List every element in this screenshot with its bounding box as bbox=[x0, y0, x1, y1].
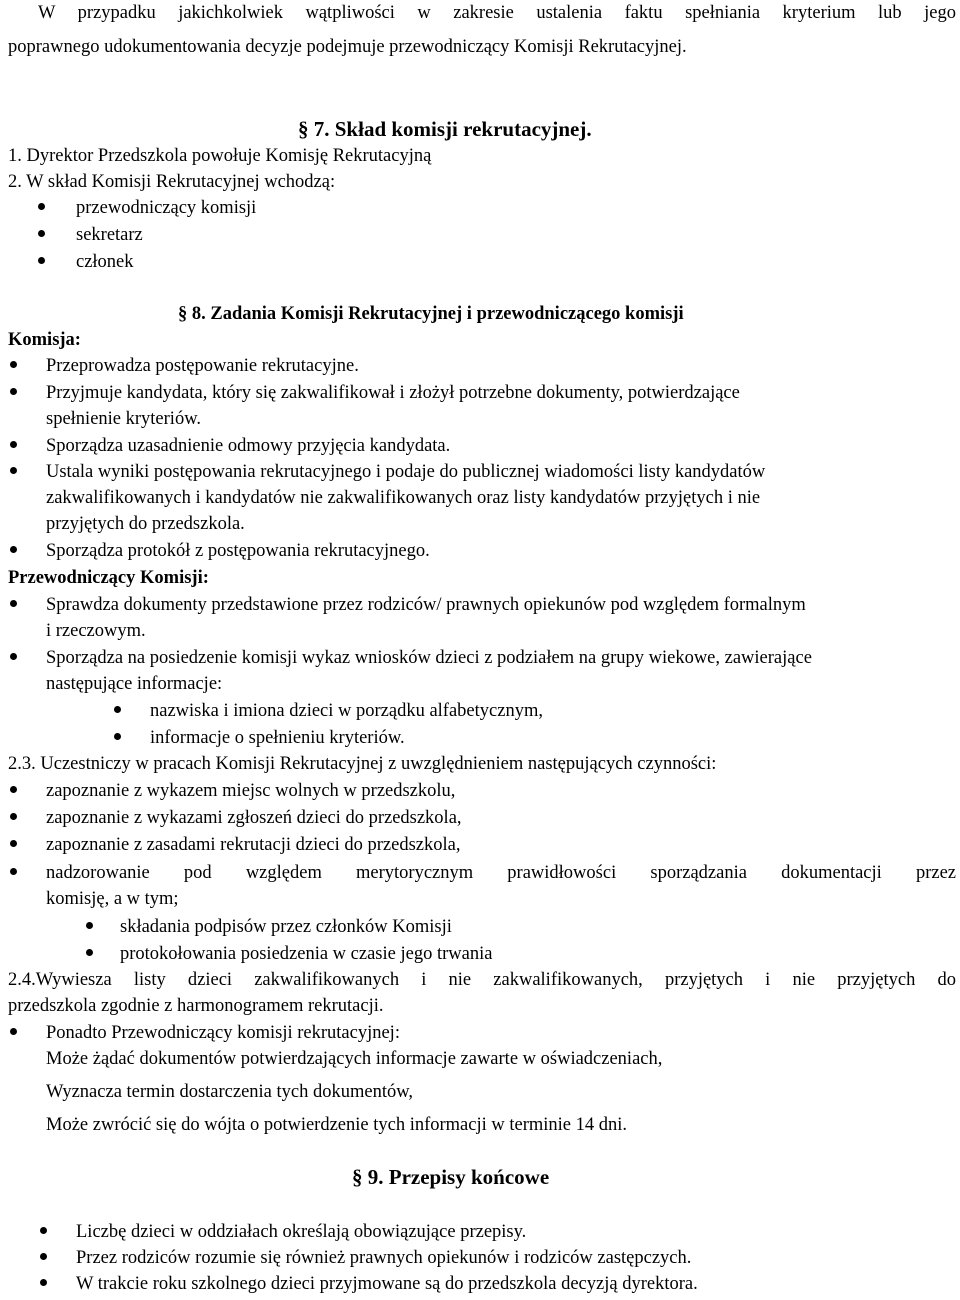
list-item: Sporządza uzasadnienie odmowy przyjęcia kandydata. bbox=[46, 436, 451, 456]
list-item: zakwalifikowanych i kandydatów nie zakwalifikowanych oraz listy kandydatów przyjętych i nie bbox=[46, 488, 761, 508]
list-item: Przez rodziców rozumie się również prawnych opiekunów i rodziców zastępczych. bbox=[76, 1248, 692, 1268]
list-item: i rzeczowym. bbox=[46, 621, 146, 641]
subheading: Komisja: bbox=[8, 330, 81, 350]
list-item: zapoznanie z zasadami rekrutacji dzieci do przedszkola, bbox=[46, 835, 461, 855]
subheading: Przewodniczący Komisji: bbox=[8, 568, 209, 588]
bullet-icon bbox=[40, 1253, 47, 1260]
bullet-icon bbox=[86, 922, 93, 929]
section-mark: § bbox=[352, 1165, 363, 1189]
intro-line: poprawnego udokumentowania decyzje podejmuje przewodniczący Komisji Rekrutacyjnej. bbox=[8, 37, 687, 57]
paragraph: przedszkola zgodnie z harmonogramem rekrutacji. bbox=[8, 996, 384, 1016]
intro-line: W przypadku jakichkolwiek wątpliwości w zakresie ustalenia faktu spełniania kryterium lub jego bbox=[38, 3, 956, 23]
list-item: Liczbę dzieci w oddziałach określają obowiązujące przepisy. bbox=[76, 1222, 527, 1242]
list-item: zapoznanie z wykazami zgłoszeń dzieci do przedszkola, bbox=[46, 808, 462, 828]
list-item: protokołowania posiedzenia w czasie jego trwania bbox=[120, 944, 493, 964]
list-item: przewodniczący komisji bbox=[76, 198, 257, 218]
bullet-icon bbox=[38, 203, 45, 210]
bullet-icon bbox=[114, 706, 121, 713]
list-item: Sporządza na posiedzenie komisji wykaz wniosków dzieci z podziałem na grupy wiekowe, zawierające bbox=[46, 648, 812, 668]
list-item: Przeprowadza postępowanie rekrutacyjne. bbox=[46, 356, 359, 376]
list-item: sekretarz bbox=[76, 225, 143, 245]
list-item: składania podpisów przez członków Komisji bbox=[120, 917, 452, 937]
list-item: Sprawdza dokumenty przedstawione przez rodziców/ prawnych opiekunów pod względem formalnym bbox=[46, 595, 806, 615]
paragraph: Może żądać dokumentów potwierdzających informacje zawarte w oświadczeniach, bbox=[46, 1049, 663, 1069]
section-mark: § bbox=[298, 117, 309, 141]
section-7-heading: § 7. Skład komisji rekrutacyjnej. bbox=[298, 117, 592, 141]
bullet-icon bbox=[10, 813, 17, 820]
bullet-icon bbox=[10, 786, 17, 793]
list-item: członek bbox=[76, 252, 134, 272]
section-8-heading: § 8. Zadania Komisji Rekrutacyjnej i przewodniczącego komisji bbox=[178, 304, 684, 324]
list-item: Przyjmuje kandydata, który się zakwalifikował i złożył potrzebne dokumenty, potwierdzające bbox=[46, 383, 740, 403]
list-item: komisję, a w tym; bbox=[46, 889, 179, 909]
section-9-heading: § 9. Przepisy końcowe bbox=[352, 1165, 550, 1189]
list-item: następujące informacje: bbox=[46, 674, 223, 694]
bullet-icon bbox=[10, 600, 17, 607]
list-item: Ustala wyniki postępowania rekrutacyjnego i podaje do publicznej wiadomości listy kandydatów bbox=[46, 462, 766, 482]
bullet-icon bbox=[10, 361, 17, 368]
bullet-icon bbox=[10, 653, 17, 660]
list-item: nadzorowanie pod względem merytorycznym prawidłowości sporządzania dokumentacji przez bbox=[46, 863, 956, 883]
section-mark: § bbox=[178, 304, 188, 324]
paragraph: 2.4.Wywiesza listy dzieci zakwalifikowanych i nie zakwalifikowanych, przyjętych i nie przyjętych do bbox=[8, 970, 956, 990]
list-item: Ponadto Przewodniczący komisji rekrutacyjnej: bbox=[46, 1023, 400, 1043]
bullet-icon bbox=[114, 733, 121, 740]
bullet-icon bbox=[38, 257, 45, 264]
paragraph: 2. W skład Komisji Rekrutacyjnej wchodzą: bbox=[8, 172, 336, 192]
bullet-icon bbox=[10, 441, 17, 448]
bullet-icon bbox=[40, 1279, 47, 1286]
list-item: informacje o spełnieniu kryteriów. bbox=[150, 728, 405, 748]
bullet-icon bbox=[86, 949, 93, 956]
paragraph: 2.3. Uczestniczy w pracach Komisji Rekrutacyjnej z uwzględnieniem następujących czynności: bbox=[8, 754, 717, 774]
bullet-icon bbox=[40, 1227, 47, 1234]
bullet-icon bbox=[10, 1028, 17, 1035]
bullet-icon bbox=[10, 388, 17, 395]
bullet-icon bbox=[10, 868, 17, 875]
bullet-icon bbox=[38, 230, 45, 237]
paragraph: 1. Dyrektor Przedszkola powołuje Komisję Rekrutacyjną bbox=[8, 146, 432, 166]
paragraph: Może zwrócić się do wójta o potwierdzenie tych informacji w terminie 14 dni. bbox=[46, 1115, 628, 1135]
list-item: spełnienie kryteriów. bbox=[46, 409, 201, 429]
list-item: przyjętych do przedszkola. bbox=[46, 514, 245, 534]
bullet-icon bbox=[10, 546, 17, 553]
bullet-icon bbox=[10, 467, 17, 474]
list-item: Sporządza protokół z postępowania rekrutacyjnego. bbox=[46, 541, 430, 561]
bullet-icon bbox=[10, 840, 17, 847]
list-item: W trakcie roku szkolnego dzieci przyjmowane są do przedszkola decyzją dyrektora. bbox=[76, 1274, 698, 1294]
paragraph: Wyznacza termin dostarczenia tych dokumentów, bbox=[46, 1082, 414, 1102]
list-item: nazwiska i imiona dzieci w porządku alfabetycznym, bbox=[150, 701, 543, 721]
list-item: zapoznanie z wykazem miejsc wolnych w przedszkolu, bbox=[46, 781, 456, 801]
